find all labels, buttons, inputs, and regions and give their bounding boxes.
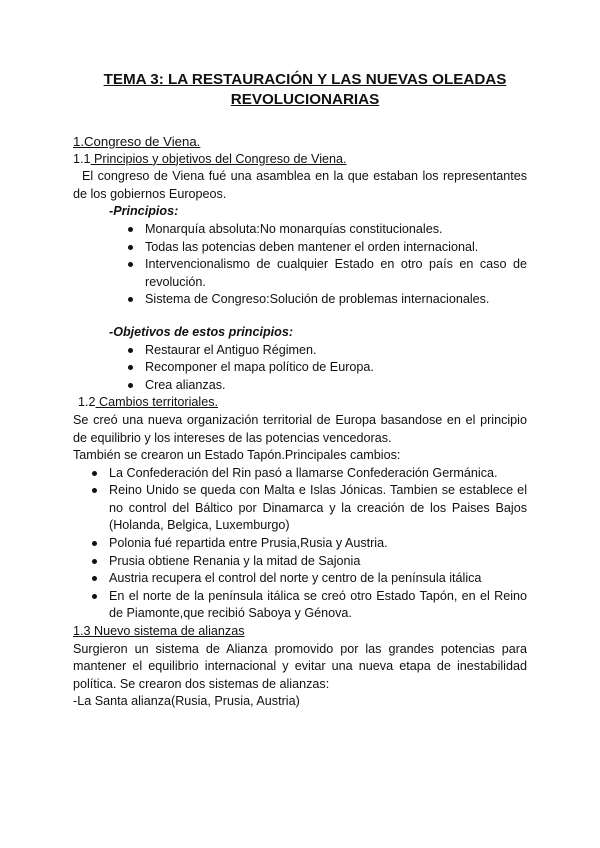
alianzas-paragraph: Surgieron un sistema de Alianza promovido por las grandes potencias para mantener el equilibrio internacional y evitar una nueva etapa de inestabilidad política. Se crearon dos sistemas de alianzas: <box>73 641 527 691</box>
objetivos-heading: -Objetivos de estos principios: <box>109 324 294 339</box>
principios-list <box>127 221 527 309</box>
subsection-heading-1-2 <box>78 394 527 412</box>
subsection-title-1-1: Principios y objetivos del Congreso de Viena. <box>90 151 347 166</box>
list-item: Sistema de Congreso:Solución de problemas internacionales. <box>127 291 527 309</box>
subsection-number-1-2: 1.2 <box>78 395 96 410</box>
list-item: Intervencionalismo de cualquier Estado en otro país en caso de revolución. <box>127 256 527 291</box>
santa-alianza-line: -La Santa alianza(Rusia, Prusia, Austria) <box>73 694 300 709</box>
cambios-intro: Se creó una nueva organización territorial de Europa basandose en el principio de equilibrio y los intereses de las potencias vencedoras. <box>73 412 527 445</box>
objetivos-list <box>127 342 527 395</box>
section-heading-congreso: 1.Congreso de Viena. <box>73 134 201 149</box>
subsection-title-1-2: Cambios territoriales. <box>95 395 218 410</box>
document-title <box>73 70 527 110</box>
list-item: En el norte de la península itálica se creó otro Estado Tapón, en el Reino de Piamonte,que recibió Saboya y Génova. <box>91 588 527 623</box>
cambios-list <box>91 465 527 623</box>
list-item: Restaurar el Antiguo Régimen. <box>127 342 527 360</box>
list-item: La Confederación del Rin pasó a llamarse Confederación Germánica. <box>91 465 527 483</box>
list-item: Polonia fué repartida entre Prusia,Rusia y Austria. <box>91 535 527 553</box>
subsection-heading-1-3: 1.3 Nuevo sistema de alianzas <box>73 624 245 639</box>
list-item: Crea alianzas. <box>127 377 527 395</box>
list-item: Todas las potencias deben mantener el orden internacional. <box>127 239 527 257</box>
principios-heading: -Principios: <box>109 204 179 219</box>
cambios-intro-2: También se crearon un Estado Tapón.Principales cambios: <box>73 448 401 463</box>
list-item: Prusia obtiene Renania y la mitad de Sajonia <box>91 553 527 571</box>
title-line-1: TEMA 3: LA RESTAURACIÓN Y LAS NUEVAS OLEADAS <box>103 71 507 88</box>
subsection-number-1-1: 1.1 <box>73 151 91 166</box>
list-item: Reino Unido se queda con Malta e Islas Jónicas. Tambien se establece el no control del Báltico por Dinamarca y la creación de los Paises Bajos (Holanda, Belgica, Luxemburgo) <box>91 482 527 535</box>
list-item: Austria recupera el control del norte y centro de la península itálica <box>91 570 527 588</box>
title-line-2: REVOLUCIONARIAS <box>230 91 380 108</box>
subsection-heading-1-1 <box>73 151 527 169</box>
intro-paragraph: El congreso de Viena fué una asamblea en la que estaban los representantes de los gobiernos Europeos. <box>73 169 527 201</box>
list-item: Monarquía absoluta:No monarquías constitucionales. <box>127 221 527 239</box>
list-item: Recomponer el mapa político de Europa. <box>127 359 527 377</box>
